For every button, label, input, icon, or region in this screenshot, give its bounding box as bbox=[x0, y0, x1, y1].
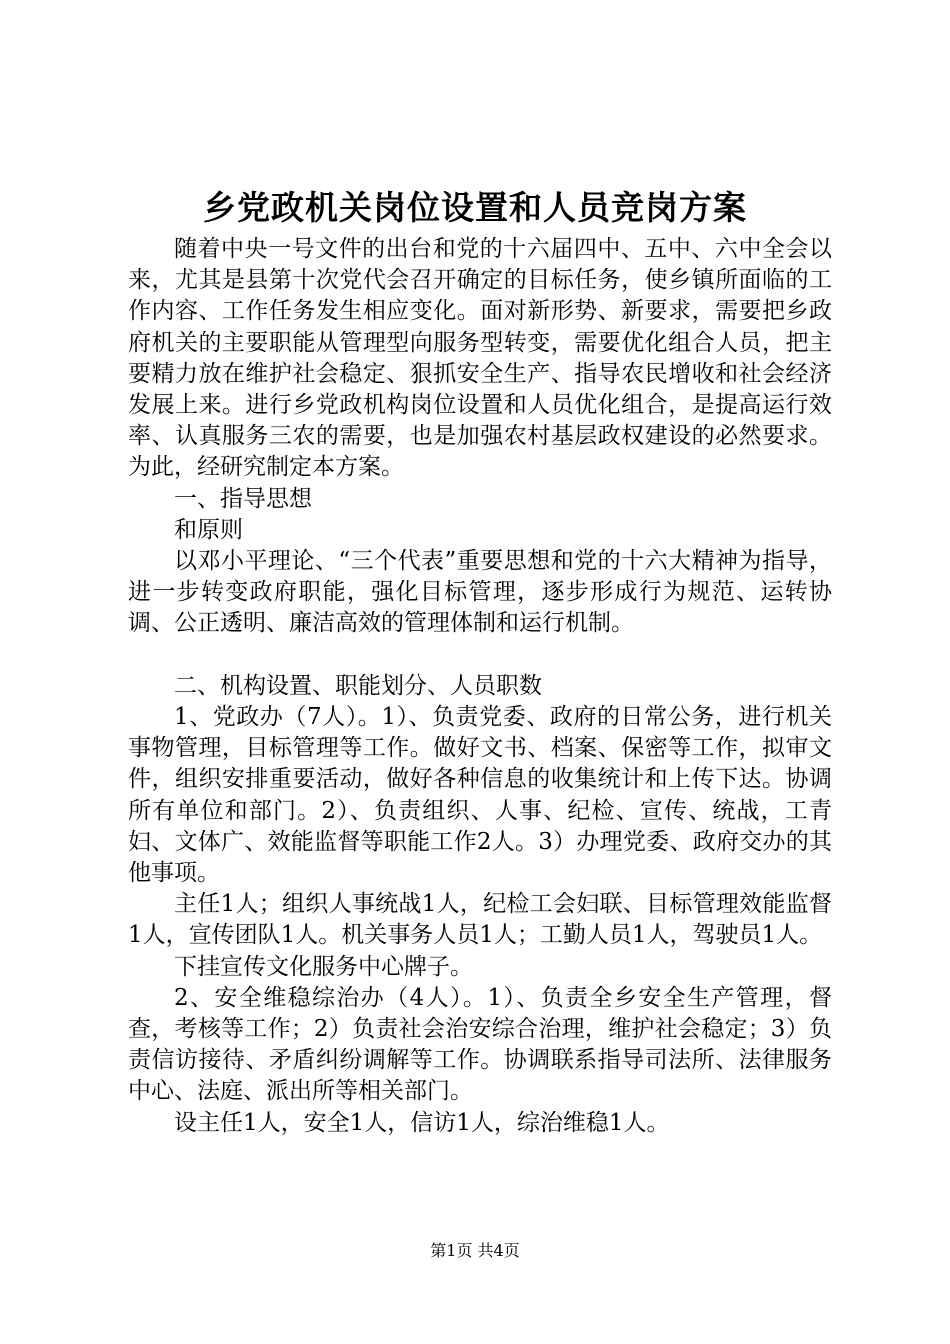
document-body bbox=[128, 234, 832, 1139]
heading-organization: 二、机构设置、职能划分、人员职数 bbox=[174, 672, 542, 699]
paragraph-intro: 随着中央一号文件的出台和党的十六届四中、五中、六中全会以来，尤其是县第十次党代会召开确定的目标任务，使乡镇所面临的工作内容、工作任务发生相应变化。面对新形势、新要求，需要把乡政府机关的主要职能从管理型向服务型转变，需要优化组合人员，把主要精力放在维护社会稳定、狠抓安全生产、指导农民增收和社会经济发展上来。进行乡党政机构岗位设置和人员优化组合，是提高运行效率、认真服务三农的需要，也是加强农村基层政权建设的必然要求。为此，经研究制定本方案。 bbox=[128, 236, 832, 481]
heading-guiding-ideology: 一、指导思想 bbox=[174, 485, 312, 512]
page-footer: 第1页 共4页 bbox=[430, 1241, 520, 1260]
paragraph-guiding-content: 以邓小平理论、“三个代表”重要思想和党的十六大精神为指导，进一步转变政府职能，强化目标管理，逐步形成行为规范、运转协调、公正透明、廉洁高效的管理体制和运行机制。 bbox=[128, 548, 832, 637]
paragraph-security-office: 2、安全维稳综治办（4人）。1）、负责全乡安全生产管理，督查，考核等工作；2）负责社会治安综合治理，维护社会稳定；3）负责信访接待、矛盾纠纷调解等工作。协调联系指导司法所、法律服务中心、法庭、派出所等相关部门。 bbox=[128, 984, 832, 1105]
heading-principles: 和原则 bbox=[174, 516, 243, 543]
paragraph-party-office-staff: 主任1人；组织人事统战1人，纪检工会妇联、目标管理效能监督1人，宣传团队1人。机关事务人员1人；工勤人员1人，驾驶员1人。 bbox=[128, 891, 832, 949]
paragraph-party-office: 1、党政办（7人）。1）、负责党委、政府的日常公务，进行机关事物管理，目标管理等工作。做好文书、档案、保密等工作，拟审文件，组织安排重要活动，做好各种信息的收集统计和上传下达。协调所有单位和部门。2）、负责组织、人事、纪检、宣传、统战，工青妇、文体广、效能监督等职能工作2人。3）办理党委、政府交办的其他事项。 bbox=[128, 704, 832, 887]
paragraph-security-office-staff: 设主任1人，安全1人，信访1人，综治维稳1人。 bbox=[174, 1109, 670, 1136]
blank-line bbox=[128, 640, 832, 671]
paragraph-party-office-sign: 下挂宣传文化服务中心牌子。 bbox=[174, 953, 473, 980]
document-title: 乡党政机关岗位设置和人员竞岗方案 bbox=[203, 188, 747, 227]
